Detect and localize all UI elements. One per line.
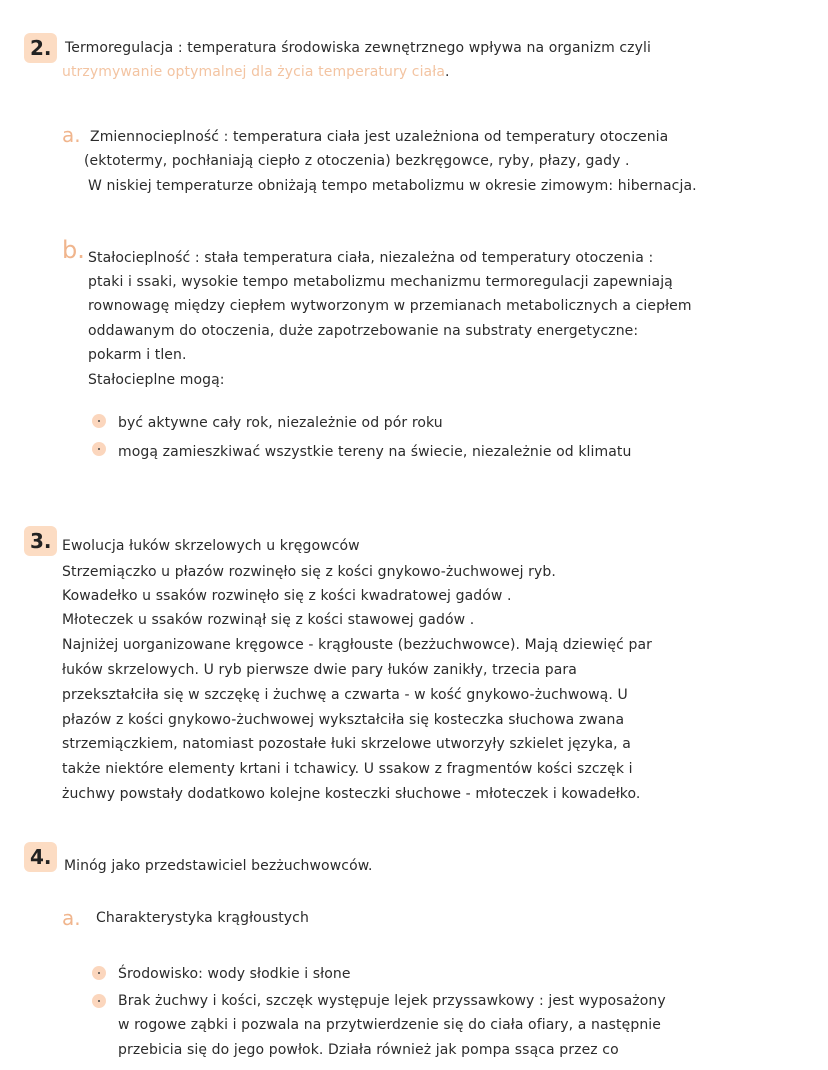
- section-number-badge: 3.: [24, 526, 57, 556]
- text-line: pokarm i tlen.: [88, 347, 187, 363]
- bullet-icon: [92, 442, 106, 456]
- text-line: Zmiennocieplność : temperatura ciała jest uzależniona od temperatury otoczenia: [90, 129, 669, 145]
- text-line: W niskiej temperaturze obniżają tempo metabolizmu w okresie zimowym: hibernacja.: [88, 178, 697, 194]
- subsection-marker-a: a.: [62, 906, 81, 930]
- text-line: Najniżej uorganizowane kręgowce - krągłouste (bezżuchwowce). Mają dziewięć par: [62, 637, 652, 653]
- text-line: żuchwy powstały dodatkowo kolejne kosteczki słuchowe - młoteczek i kowadełko.: [62, 786, 641, 802]
- bullet-text: mogą zamieszkiwać wszystkie tereny na świecie, niezależnie od klimatu: [118, 444, 632, 460]
- bullet-text: Środowisko: wody słodkie i słone: [118, 966, 351, 982]
- bullet-icon: [92, 966, 106, 980]
- period: .: [445, 64, 450, 80]
- subsection-title: Charakterystyka krągłoustych: [96, 910, 309, 926]
- text-line: łuków skrzelowych. U ryb pierwsze dwie pary łuków zanikły, trzecia para: [62, 662, 577, 678]
- bullet-icon: [92, 414, 106, 428]
- section-number-badge: 4.: [24, 842, 57, 872]
- highlighted-text: utrzymywanie optymalnej dla życia temperatury ciała: [62, 64, 445, 80]
- section-number-badge: 2.: [24, 33, 57, 63]
- text-line: rownowagę między ciepłem wytworzonym w przemianach metabolicznych a ciepłem: [88, 298, 692, 314]
- bullet-text: przebicia się do jego powłok. Działa również jak pompa ssąca przez co: [118, 1042, 619, 1058]
- section-3-title: Ewolucja łuków skrzelowych u kręgowców: [62, 538, 360, 554]
- text-line: Młoteczek u ssaków rozwinął się z kości stawowej gadów .: [62, 612, 475, 628]
- text-line: ptaki i ssaki, wysokie tempo metabolizmu mechanizmu termoregulacji zapewniają: [88, 274, 673, 290]
- text-line: Stałocieplne mogą:: [88, 372, 225, 388]
- subsection-marker-a: a.: [62, 123, 81, 147]
- bullet-text: w rogowe ząbki i pozwala na przytwierdzenie się do ciała ofiary, a następnie: [118, 1017, 662, 1033]
- bullet-icon: [92, 994, 106, 1008]
- text-line: oddawanym do otoczenia, duże zapotrzebowanie na substraty energetyczne:: [88, 323, 639, 339]
- text-line: Kowadełko u ssaków rozwinęło się z kości kwadratowej gadów .: [62, 588, 512, 604]
- subsection-marker-b: b.: [62, 236, 85, 264]
- text-line: Stałocieplność : stała temperatura ciała, niezależna od temperatury otoczenia :: [88, 250, 654, 266]
- text-line: płazów z kości gnykowo-żuchwowej wykształciła się kosteczka słuchowa zwana: [62, 712, 625, 728]
- bullet-text: być aktywne cały rok, niezależnie od pór roku: [118, 415, 443, 431]
- text-line: także niektóre elementy krtani i tchawicy. U ssakow z fragmentów kości szczęk i: [62, 761, 633, 777]
- section-4-title: Minóg jako przedstawiciel bezżuchwowców.: [64, 858, 373, 874]
- section-2-highlight-line: [62, 62, 450, 82]
- bullet-text: Brak żuchwy i kości, szczęk występuje lejek przyssawkowy : jest wyposażony: [118, 993, 666, 1009]
- text-line: strzemiączkiem, natomiast pozostałe łuki skrzelowe utworzyły szkielet języka, a: [62, 736, 631, 752]
- section-2-title: Termoregulacja : temperatura środowiska zewnętrznego wpływa na organizm czyli: [65, 40, 651, 56]
- text-line: Strzemiączko u płazów rozwinęło się z kości gnykowo-żuchwowej ryb.: [62, 564, 556, 580]
- text-line: przekształciła się w szczękę i żuchwę a czwarta - w kość gnykowo-żuchwową. U: [62, 687, 628, 703]
- text-line: (ektotermy, pochłaniają ciepło z otoczenia) bezkręgowce, ryby, płazy, gady .: [84, 153, 630, 169]
